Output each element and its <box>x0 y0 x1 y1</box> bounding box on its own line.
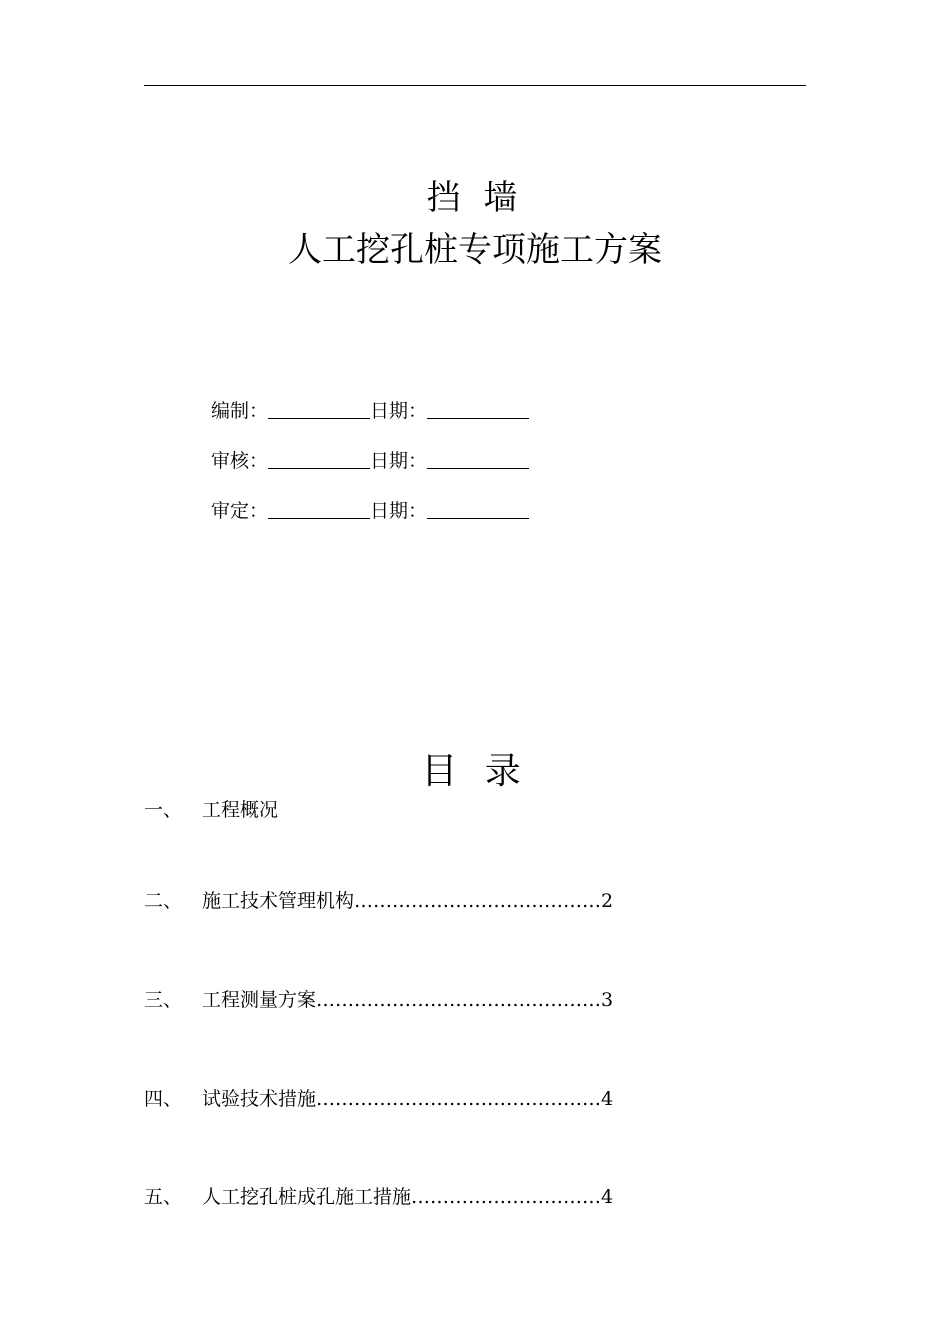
signoff-role-label: 编制： <box>211 400 269 422</box>
toc-entry-title: 工程测量方案 <box>202 989 317 1011</box>
toc-entry-leader: ………………………… <box>411 1186 602 1208</box>
signoff-row-reviewed <box>211 446 529 476</box>
toc-entry <box>144 795 278 825</box>
document-title-line1: 挡 墙 <box>426 178 524 218</box>
toc-entry <box>144 1084 613 1114</box>
toc-entry-page: 4 <box>601 1088 614 1110</box>
toc-entry-page: 3 <box>601 989 614 1011</box>
toc-entry-number: 二、 <box>144 890 183 912</box>
signoff-name-blank <box>268 396 370 419</box>
toc-entry-leader: ………………………………… <box>354 890 602 912</box>
toc-entry-number: 三、 <box>144 989 183 1011</box>
signoff-row-approved <box>211 496 529 526</box>
toc-entry-number: 四、 <box>144 1088 183 1110</box>
signoff-date-label: 日期： <box>370 450 428 472</box>
signoff-date-label: 日期： <box>370 500 428 522</box>
document-title-line2: 人工挖孔桩专项施工方案 <box>288 230 662 270</box>
header-rule <box>144 85 806 86</box>
signoff-row-compiled <box>211 396 529 426</box>
toc-heading: 目 录 <box>421 751 529 792</box>
toc-entry-number: 一、 <box>144 799 183 821</box>
signoff-name-blank <box>268 446 370 469</box>
signoff-date-blank <box>427 496 529 519</box>
toc-entry-page: 4 <box>601 1186 614 1208</box>
toc-entry <box>144 1182 613 1212</box>
signoff-role-label: 审定： <box>211 500 269 522</box>
signoff-date-blank <box>427 446 529 469</box>
toc-entry-title: 试验技术措施 <box>202 1088 317 1110</box>
signoff-name-blank <box>268 496 370 519</box>
toc-entry <box>144 886 613 916</box>
toc-entry-page: 2 <box>601 890 614 912</box>
toc-entry-leader: ……………………………………… <box>316 1088 602 1110</box>
toc-entry-title: 工程概况 <box>202 799 279 821</box>
toc-entry-title: 人工挖孔桩成孔施工措施 <box>202 1186 412 1208</box>
signoff-role-label: 审核： <box>211 450 269 472</box>
signoff-date-blank <box>427 396 529 419</box>
toc-entry-title: 施工技术管理机构 <box>202 890 355 912</box>
toc-entry <box>144 985 613 1015</box>
signoff-date-label: 日期： <box>370 400 428 422</box>
toc-entry-leader: ……………………………………… <box>316 989 602 1011</box>
toc-entry-number: 五、 <box>144 1186 183 1208</box>
